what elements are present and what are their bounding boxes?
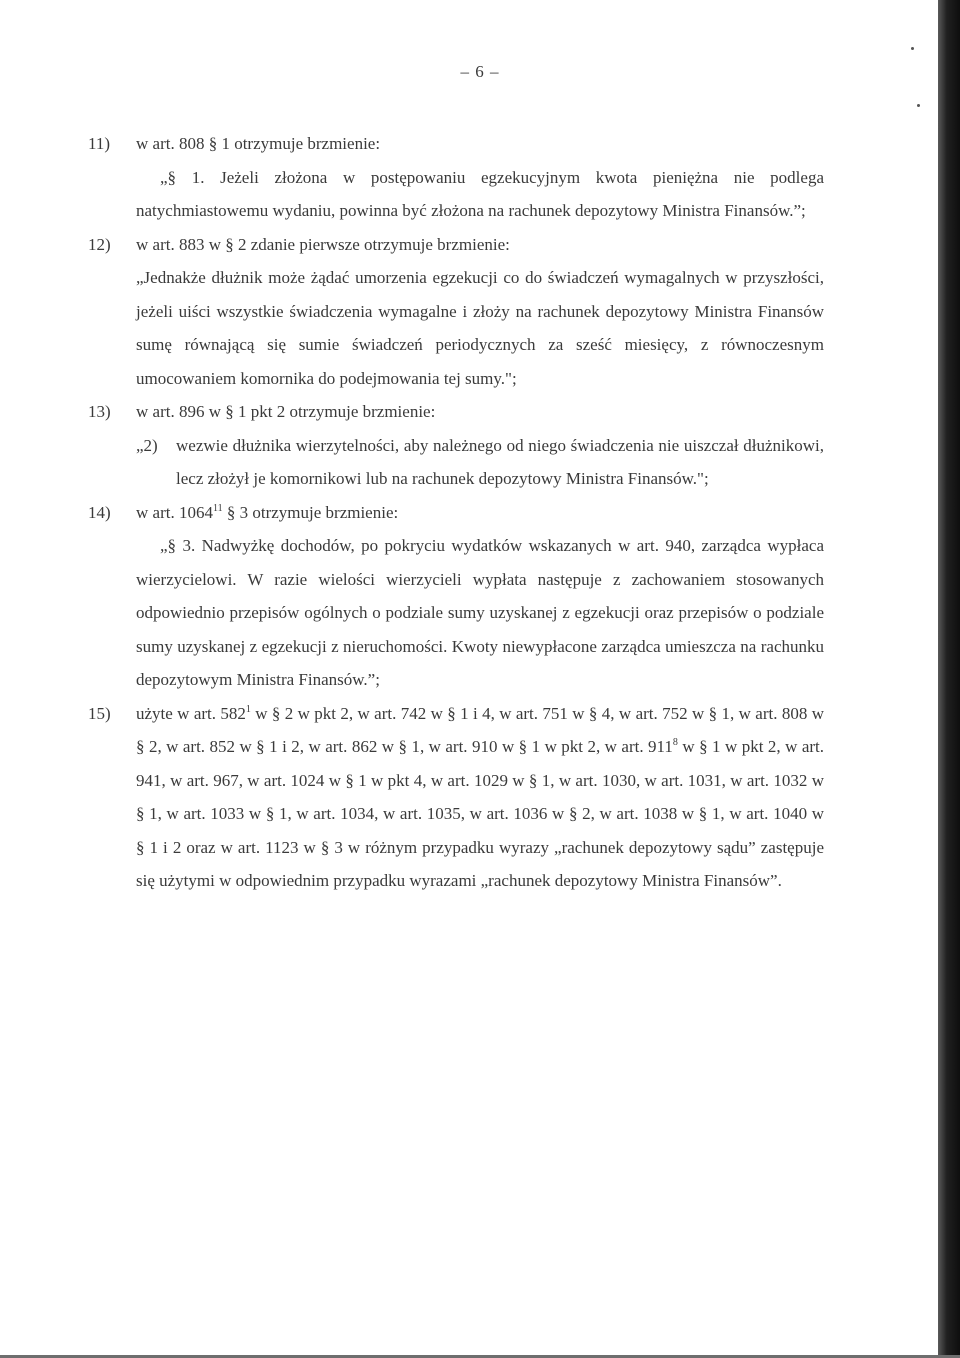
scan-edge-right (938, 0, 960, 1358)
list-item-15 (88, 697, 824, 898)
quoted-provision: „Jednakże dłużnik może żądać umorzenia egzekucji co do świadczeń wymagalnych w przyszłości, jeżeli uiści wszystkie świadczenia wymagalne i złoży na rachunek depozytowy Ministra Finansów sumę równającą się sumie świadczeń periodycznych za sześć miesięcy, z równoczesnym umocowaniem komornika do podejmowania tej sumy."; (136, 268, 824, 388)
scan-speck (917, 104, 920, 107)
item-text-part: w § 2 w pkt 2, w art. 742 w § 1 i 4, w art. 751 w § 4, w art. 752 w § 1, w art. 808 w § 2, w art. 852 w § 1 i 2, w art. 862 w § 1, w art. 910 w § 1 w pkt 2, w art. 911 (136, 703, 824, 756)
list-item-13 (88, 395, 824, 429)
item-text-part: w § 1 w pkt 2, w art. 941, w art. 967, w art. 1024 w § 1 w pkt 4, w art. 1029 w § 1, w art. 1030, w art. 1031, w art. 1032 w § 1, w art. 1033 w § 1, w art. 1034, w art. 1035, w art. 1036 w § 2, w art. 1038 w § 1, w art. 1040 w § 1 i 2 oraz w art. 1123 w § 3 w różnym przypadku wyrazy „rachunek depozytowy sądu” zastępuje się użytymi w odpowiednim przypadku wyrazami „rachunek depozytowy Ministra Finansów”. (136, 737, 825, 890)
item-11-quote (88, 161, 824, 228)
superscript: 1 (245, 703, 251, 715)
item-number: 11) (88, 134, 111, 153)
item-number: 12) (88, 234, 111, 254)
item-number: 15) (88, 703, 111, 723)
item-text-part: użyte w art. 582 (136, 703, 246, 723)
page-number: – 6 – (460, 62, 500, 81)
item-heading: w art. 808 § 1 otrzymuje brzmienie: (136, 134, 381, 153)
item-text (136, 697, 824, 898)
item-13-quote (88, 429, 824, 496)
item-heading (136, 496, 824, 530)
superscript: 8 (672, 737, 678, 748)
list-item-12 (88, 228, 824, 262)
point-label: „2) (136, 435, 158, 455)
quoted-provision: „§ 1. Jeżeli złożona w postępowaniu egzekucyjnym kwota pieniężna nie podlega natychmiastowemu wydaniu, powinna być złożona na rachunek depozytowy Ministra Finansów.”; (136, 167, 824, 220)
document-body (88, 127, 824, 898)
item-heading: w art. 883 w § 2 zdanie pierwsze otrzymuje brzmienie: (136, 234, 510, 254)
item-number: 14) (88, 502, 111, 522)
heading-text: § 3 otrzymuje brzmienie: (222, 502, 399, 522)
superscript: 11 (212, 502, 223, 514)
item-heading: w art. 896 w § 1 pkt 2 otrzymuje brzmienie: (136, 402, 436, 421)
list-item-14 (88, 496, 824, 530)
quoted-provision: wezwie dłużnika wierzytelności, aby należnego od niego świadczenia nie uiszczał dłużnikowi, lecz złożył je komornikowi lub na rachunek depozytowy Ministra Finansów."; (176, 435, 824, 488)
item-14-quote (88, 529, 824, 697)
heading-text: w art. 1064 (136, 502, 213, 522)
quoted-point (136, 429, 824, 496)
item-12-quote (88, 261, 824, 395)
quoted-provision: „§ 3. Nadwyżkę dochodów, po pokryciu wydatków wskazanych w art. 940, zarządca wypłaca wierzycielowi. W razie wielości wierzycieli wypłata następuje z zachowaniem stosowanych odpowiednio przepisów ogólnych o podziale sumy uzyskanej z egzekucji oraz przepisów o podziale sumy uzyskanej z egzekucji z nieruchomości. Kwoty niewypłacone zarządca umieszcza na rachunku depozytowym Ministra Finansów.”; (136, 536, 824, 689)
item-number: 13) (88, 402, 111, 421)
scan-speck (911, 47, 914, 50)
list-item-11 (88, 127, 824, 161)
